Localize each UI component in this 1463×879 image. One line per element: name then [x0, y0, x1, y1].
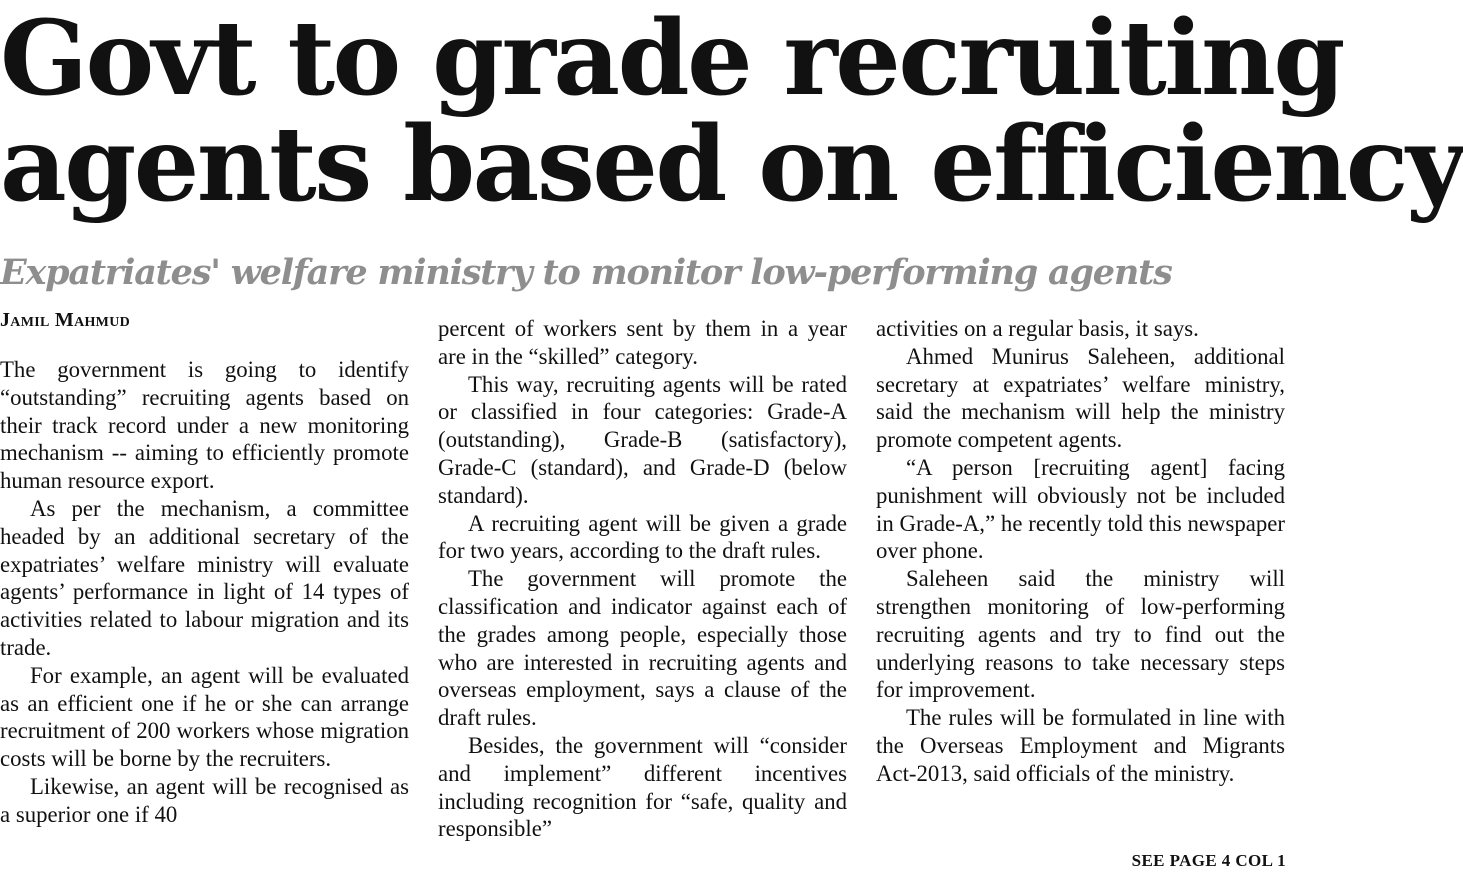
headline — [0, 0, 1463, 225]
paragraph: percent of workers sent by them in a year are in the “skilled” category. — [438, 316, 847, 369]
paragraph: Likewise, an agent will be recognised as a superior one if 40 — [0, 773, 409, 827]
article-column-1 — [0, 356, 409, 829]
continued-jump-line: SEE PAGE 4 COL 1 — [1131, 851, 1286, 870]
paragraph: A recruiting agent will be given a grade for two years, according to the draft rules. — [438, 510, 847, 564]
article-column-2 — [438, 315, 847, 843]
paragraph: “A person [recruiting agent] facing punishment will obviously not be included in Grade-A,” he recently told this newspaper over phone. — [876, 454, 1285, 564]
paragraph: The government is going to identify “outstanding” recruiting agents based on their track record under a new monitoring mechanism -- aiming to efficiently promote human resource export. — [0, 357, 409, 494]
paragraph: Saleheen said the ministry will strengthen monitoring of low-performing recruiting agents and try to find out the underlying reasons to take necessary steps for improvement. — [876, 566, 1285, 703]
paragraph: Ahmed Munirus Saleheen, additional secretary at expatriates’ welfare ministry, said the mechanism will help the ministry promote competent agents. — [876, 343, 1285, 453]
paragraph: As per the mechanism, a committee headed by an additional secretary of the expatriates’ welfare ministry will evaluate agents’ performance in light of 14 types of activities related to labour migration and its trade. — [0, 495, 409, 660]
subheadline: Expatriates' welfare ministry to monitor low-performing agents — [0, 252, 1172, 293]
paragraph: The government will promote the classification and indicator against each of the grades among people, especially those who are interested in recruiting agents and overseas employment, says a clause of the draft rules. — [438, 566, 847, 731]
paragraph: This way, recruiting agents will be rated or classified in four categories: Grade-A (outstanding), Grade-B (satisfactory), Grade-C (standard), and Grade-D (below standard). — [438, 371, 847, 508]
paragraph: Besides, the government will “consider and implement” different incentives including recognition for “safe, quality and responsible” — [438, 732, 847, 842]
paragraph: For example, an agent will be evaluated as an efficient one if he or she can arrange recruitment of 200 workers whose migration costs will be borne by the recruiters. — [0, 662, 409, 772]
paragraph: The rules will be formulated in line with the Overseas Employment and Migrants Act-2013, said officials of the ministry. — [876, 705, 1285, 786]
article-column-3 — [876, 315, 1285, 788]
byline: Jamil Mahmud — [0, 309, 131, 331]
headline-line-2: agents based on efficiency — [0, 104, 1463, 225]
paragraph: activities on a regular basis, it says. — [876, 316, 1199, 341]
headline-line-1: Govt to grade recruiting — [0, 0, 1343, 119]
